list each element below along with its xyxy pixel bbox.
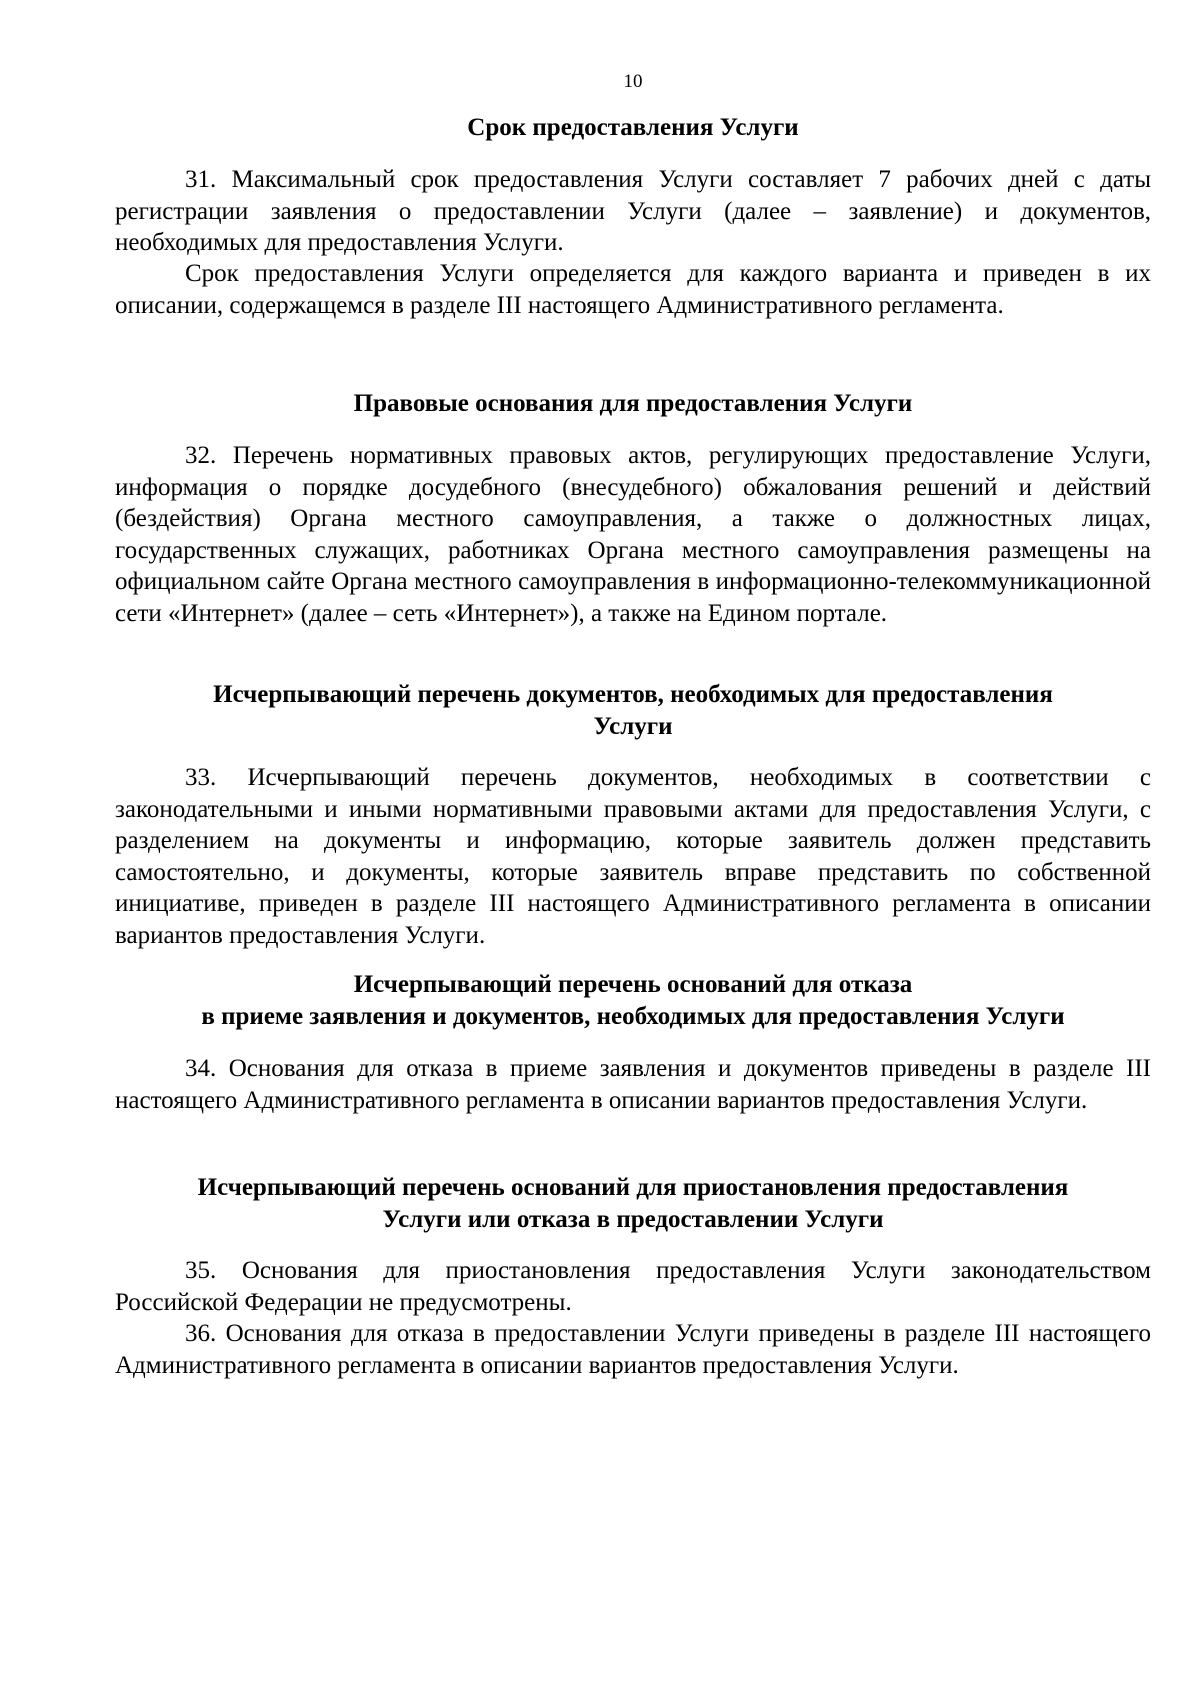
heading-line: Услуги или отказа в предоставлении Услуги (382, 1206, 884, 1233)
section-heading-refusal-acceptance (115, 969, 1151, 1033)
section-heading-suspension-refusal (115, 1172, 1151, 1236)
paragraph-31: 31. Максимальный срок предоставления Услуги составляет 7 рабочих дней с даты регистрации заявления о предоставлении Услуги (далее – заявление) и документов, необходимых для предоставления Услуги. (115, 166, 1151, 256)
paragraph-33: 33. Исчерпывающий перечень документов, необходимых в соответствии с законодательными и иными нормативными правовыми актами для предоставления Услуги, с разделением на документы и информацию, которые заявитель должен представить самостоятельно, и документы, которые заявитель вправе представить по собственной инициативе, приведен в разделе III настоящего Административного регламента в описании вариантов предоставления Услуги. (115, 764, 1151, 949)
paragraph-32: 32. Перечень нормативных правовых актов, регулирующих предоставление Услуги, информация о порядке досудебного (внесудебного) обжалования решений и действий (бездействия) Органа местного самоуправления, а также о должностных лицах, государственных служащих, работниках Органа местного самоуправления размещены на официальном сайте Органа местного самоуправления в информационно-телекоммуникационной сети «Интернет» (далее – сеть «Интернет»), а также на Едином портале. (115, 442, 1151, 627)
paragraph-35: 35. Основания для приостановления предоставления Услуги законодательством Российской Федерации не предусмотрены. (115, 1257, 1151, 1316)
paragraph-term-details: Срок предоставления Услуги определяется для каждого варианта и приведен в их описании, содержащемся в разделе III настоящего Административного регламента. (115, 260, 1151, 319)
heading-line: Срок предоставления Услуги (467, 114, 799, 141)
heading-line: Исчерпывающий перечень оснований для отказа (353, 971, 913, 998)
page-number: 10 (623, 71, 643, 92)
paragraph-36: 36. Основания для отказа в предоставлении Услуги приведены в разделе III настоящего Административного регламента в описании вариантов предоставления Услуги. (115, 1320, 1151, 1379)
heading-line: Исчерпывающий перечень оснований для приостановления предоставления (197, 1174, 1069, 1201)
paragraph-34: 34. Основания для отказа в приеме заявления и документов приведены в разделе III настоящего Административного регламента в описании вариантов предоставления Услуги. (115, 1055, 1151, 1114)
heading-line: Исчерпывающий перечень документов, необходимых для предоставления (213, 681, 1053, 708)
heading-line: в приеме заявления и документов, необходимых для предоставления Услуги (201, 1003, 1065, 1030)
section-heading-term (115, 112, 1151, 144)
heading-line: Правовые основания для предоставления Услуги (353, 390, 913, 417)
heading-line: Услуги (593, 713, 673, 740)
section-heading-documents-list (115, 679, 1151, 743)
section-heading-legal-basis (115, 388, 1151, 420)
